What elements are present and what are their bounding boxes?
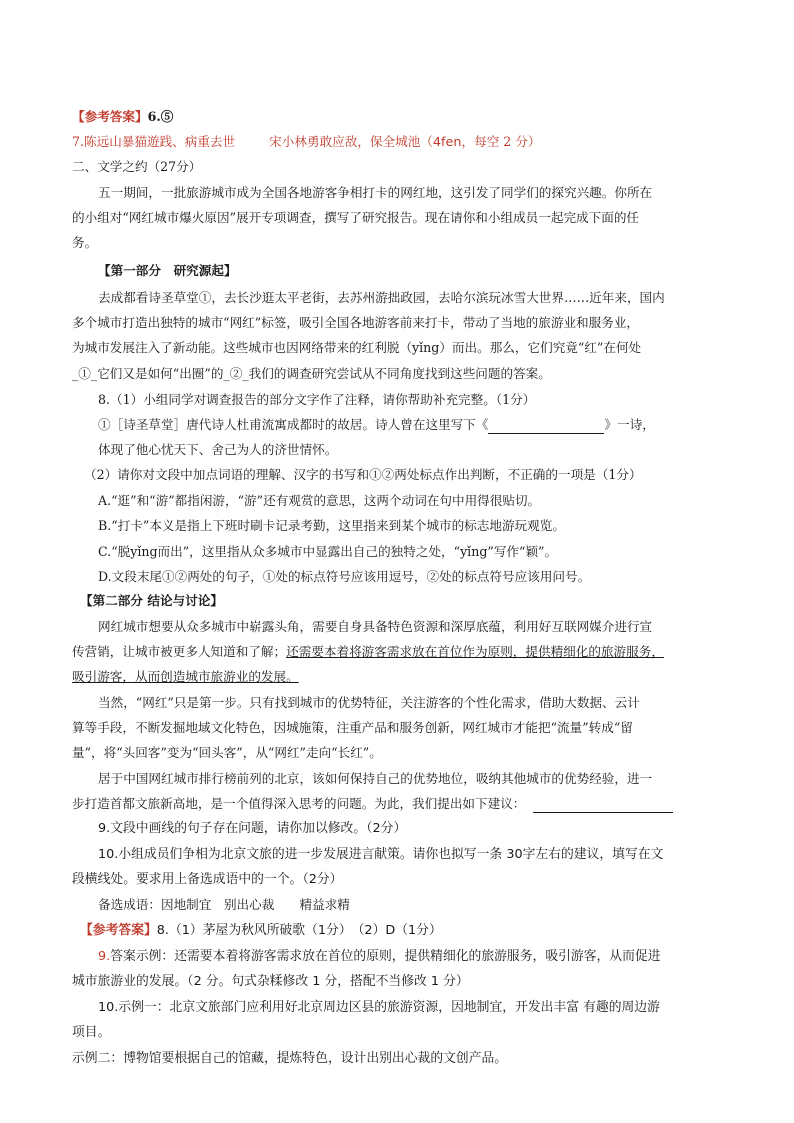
answer2-q9-number: 9.	[98, 949, 111, 964]
intro-line-2: 的小组对“网红城市爆火原因”展开专项调查，撰写了研究报告。现在请你和小组成员一起完成下面的任	[72, 210, 640, 225]
answer-q7-part-b: 宋小林勇敢应敌，保全城池（	[269, 134, 433, 149]
part2-p3-text: 步打造首都文旅新高地，是一个值得深入思考的问题。为此，我们提出如下建议：	[72, 796, 526, 811]
part1-line-2: 多个城市打造出独特的城市“网红”标签，吸引全国各地游客前来打卡，带动了当地的旅游业和服务业，	[72, 315, 640, 330]
part1-title: 【第一部分 研究源起】	[98, 263, 237, 278]
underlined-sentence-part-1: 还需要本着将游客需求放在首位作为原则，提供精细化的旅游服务，	[286, 644, 664, 659]
answer-q7-part-c: ，每空 2 分）	[461, 134, 541, 149]
q10-idioms: 备选成语：因地制宜 别出心裁 精益求精	[98, 897, 350, 912]
part2-p2-line-2: 算等手段，不断发掘地域文化特色，因城施策，注重产品和服务创新，网红城市才能把“流量”转成“留	[72, 720, 633, 735]
intro-line-3: 务。	[72, 235, 98, 250]
underlined-sentence-part-2: 吸引游客，从而创造城市旅游业的发展。	[72, 669, 299, 684]
part1-line-4: _①_它们又是如何“出圈”的_②_我们的调查研究尝试从不同角度找到这些问题的答案。	[72, 366, 551, 381]
answer2-q10-line-2: 项目。	[72, 1025, 111, 1040]
q8-sub2: （2）请你对文段中加点词语的理解、汉字的书写和①②两处标点作出判断，不正确的一项是（1分）	[84, 467, 642, 482]
part2-p3-line-2	[72, 795, 732, 813]
answer-q7-score: 4fen	[432, 135, 462, 150]
intro-line-1: 五一期间，一批旅游城市成为全国各地游客争相打卡的网红地，这引发了同学们的探究兴趣。你所在	[98, 185, 653, 200]
answer2-q9-text: 答案示例：还需要本着将游客需求放在首位的原则，提供精细化的旅游服务，吸引游客，从而促进	[110, 949, 661, 964]
q8-note-line-2: 体现了他心忧天下、舍己为人的济世情怀。	[98, 442, 338, 457]
part2-title: 【第二部分 结论与讨论】	[80, 593, 223, 608]
answer2-q9-line-1	[98, 948, 732, 966]
part1-line-1: 去成都看诗圣草堂①，去长沙逛太平老街，去苏州游拙政园，去哈尔滨玩冰雪大世界……近年来，国内	[98, 290, 665, 305]
q8-stem: 8.（1）小组同学对调查报告的部分文字作了注释，请你帮助补充完整。（1分）	[98, 392, 536, 407]
section-title: 二、文学之约（27分）	[72, 159, 202, 174]
answer2-q8: 8.（1）茅屋为秋风所破歌（1分） （2）D（1分）	[156, 923, 442, 938]
q10-stem-line-1: 10.小组成员们争相为北京文旅的进一步发展进言献策。请你也拟写一条 30字左右的建议，填写在文	[98, 847, 664, 862]
answer2-label: 【参考答案】	[80, 923, 157, 938]
q10-stem-line-2: 段横线处。要求用上备选成语中的一个。（2分）	[72, 872, 343, 887]
answer-line-q6	[72, 108, 732, 126]
part2-p3-line-1: 居于中国网红城市排行榜前列的北京，该如何保持自己的优势地位，吸纳其他城市的优势经验，进一	[98, 771, 653, 786]
answer2-q10-line-3: 示例二：博物馆要根据自己的馆藏，提炼特色，设计出别出心裁的文创产品。	[72, 1051, 508, 1066]
q8-note-part-b: 》一诗，	[604, 417, 655, 432]
part2-p1-line-2	[72, 643, 732, 661]
q8-note-part-a: ①［诗圣草堂］唐代诗人杜甫流寓成都时的故居。诗人曾在这里写下《	[98, 417, 489, 432]
q8-option-d: D.文段末尾①②两处的句子，①处的标点符号应该用逗号，②处的标点符号应该用问号。	[98, 569, 591, 584]
part2-p1-plain: 传营销，让城市被更多人知道和了解；	[72, 644, 287, 659]
part2-p2-line-3: 量”，将“头回客”变为“回头客”，从“网红”走向“长红”。	[72, 745, 382, 760]
answer2-q9-line-2: 城市旅游业的发展。（2 分。句式杂糅修改 1 分，搭配不当修改 1 分）	[72, 974, 469, 989]
answer-q6: 6.⑤	[147, 109, 174, 124]
part2-p1-line-3	[72, 668, 732, 686]
q8-poem-blank[interactable]	[488, 419, 604, 434]
answer2-line-q8	[80, 922, 732, 940]
part1-line-3: 为城市发展注入了新动能。这些城市也因网络带来的红利脱（yǐng）而出。那么，它们究竟“红”在何处	[72, 340, 642, 355]
q8-option-c: C.“脱yǐng而出”，这里指从众多城市中显露出自己的独特之处，“yǐng”写作“颖”。	[98, 544, 558, 559]
answer-q7-part-a: 7.陈远山暴猫遊践、病重去世	[72, 134, 236, 149]
part2-p1-line-1: 网红城市想要从众多城市中崭露头角，需要自身具备特色资源和深厚底蕴，利用好互联网媒介进行宣	[98, 619, 653, 634]
q9-stem: 9.文段中画线的句子存在问题，请你加以修改。（2分）	[98, 821, 407, 836]
answer-line-q7	[72, 133, 732, 152]
suggestion-blank[interactable]	[533, 798, 673, 813]
q8-note-line	[98, 416, 732, 434]
answer-label: 【参考答案】	[72, 109, 148, 124]
part2-p2-line-1: 当然，“网红”只是第一步。只有找到城市的优势特征，关注游客的个性化需求，借助大数据、云计	[98, 695, 640, 710]
q8-option-b: B.“打卡”本义是指上下班时刷卡记录考勤，这里指来到某个城市的标志地游玩观览。	[98, 518, 565, 533]
q8-option-a: A.“逛”和“游”都指闲游，“游”还有观赏的意思，这两个动词在句中用得很贴切。	[98, 493, 541, 508]
answer2-q10-line-1: 10.示例一：北京文旅部门应利用好北京周边区县的旅游资源，因地制宜，开发出丰富 有趣的周边游	[98, 1000, 660, 1015]
